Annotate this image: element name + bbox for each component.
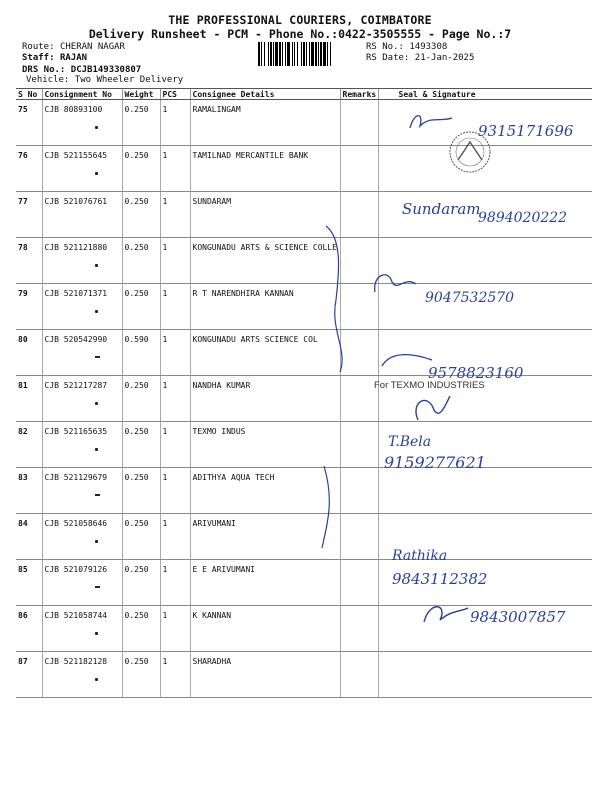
row-weight: 0.250	[124, 611, 149, 620]
row-pcs: 1	[162, 381, 168, 390]
row-weight: 0.250	[124, 427, 149, 436]
row-consignment-no: CJB 521165635	[44, 427, 108, 436]
row-consignee: ADITHYA AQUA TECH	[192, 473, 275, 482]
row-weight: 0.250	[124, 105, 149, 114]
row-consignment-no: CJB 521076761	[44, 197, 108, 206]
route-value: CHERAN NAGAR	[59, 42, 125, 52]
pen-mark	[95, 494, 100, 496]
row-weight: 0.250	[124, 473, 149, 482]
row-sno: 79	[18, 289, 28, 298]
row-signature	[378, 606, 592, 652]
table-row	[16, 606, 592, 652]
row-consignment-no: CJB 521182128	[44, 657, 108, 666]
runsheet-subtitle: Delivery Runsheet - PCM - Phone No.:0422-3505555 - Page No.:7	[88, 27, 512, 41]
row-consignee: R T NARENDHIRA KANNAN	[192, 289, 294, 298]
row-consignee: TEXMO INDUS	[192, 427, 246, 436]
row-signature	[378, 422, 592, 468]
table-row	[16, 146, 592, 192]
row-consignment-no: CJB 521071371	[44, 289, 108, 298]
row-remarks	[340, 560, 378, 606]
pen-mark	[95, 402, 98, 405]
row-pcs: 1	[162, 657, 168, 666]
row-consignee: RAMALINGAM	[192, 105, 241, 114]
row-pcs: 1	[162, 197, 168, 206]
pen-mark	[95, 356, 100, 358]
row-consignee: K KANNAN	[192, 611, 232, 620]
row-remarks	[340, 422, 378, 468]
rs-no-value: 1493308	[409, 42, 448, 52]
pen-mark	[95, 540, 98, 543]
row-signature	[378, 560, 592, 606]
row-consignee: KONGUNADU ARTS & SCIENCE COLLE	[192, 243, 337, 252]
row-pcs: 1	[162, 519, 168, 528]
signature-83-name: T.Bela	[388, 434, 432, 450]
row-remarks	[340, 468, 378, 514]
row-pcs: 1	[162, 473, 168, 482]
row-pcs: 1	[162, 105, 168, 114]
row-consignment-no: CJB 521058744	[44, 611, 108, 620]
row-signature	[378, 468, 592, 514]
table-row	[16, 468, 592, 514]
row-sno: 83	[18, 473, 28, 482]
pen-mark	[95, 678, 98, 681]
row-signature	[378, 514, 592, 560]
pen-mark	[95, 172, 98, 175]
row-weight: 0.250	[124, 565, 149, 574]
row-pcs: 1	[162, 335, 168, 344]
rs-date-value: 21-Jan-2025	[414, 53, 475, 63]
col-pcs: PCS	[160, 89, 190, 100]
row-remarks	[340, 652, 378, 698]
pen-mark	[95, 310, 98, 313]
rs-no-line: RS No.: 1493308	[366, 42, 448, 52]
staff-line: Staff: RAJAN	[22, 53, 88, 63]
row-consignment-no: CJB 521079126	[44, 565, 108, 574]
row-remarks	[340, 100, 378, 146]
row-pcs: 1	[162, 611, 168, 620]
row-signature	[378, 100, 592, 146]
row-sno: 78	[18, 243, 28, 252]
staff-value: RAJAN	[59, 53, 88, 63]
pen-mark	[95, 264, 98, 267]
row-remarks	[340, 146, 378, 192]
runsheet-table	[16, 88, 592, 698]
table-row	[16, 560, 592, 606]
signature-75-phone: 9315171696	[478, 122, 574, 140]
col-weight: Weight	[122, 89, 160, 100]
row-remarks	[340, 330, 378, 376]
company-stamp: For TEXMO INDUSTRIES	[374, 380, 485, 391]
table-row	[16, 652, 592, 698]
row-pcs: 1	[162, 289, 168, 298]
table-row	[16, 284, 592, 330]
row-consignment-no: CJB 521121880	[44, 243, 108, 252]
row-consignee: KONGUNADU ARTS SCIENCE COL	[192, 335, 318, 344]
signature-77-phone: 9894020222	[478, 210, 568, 226]
row-signature	[378, 652, 592, 698]
row-weight: 0.250	[124, 381, 149, 390]
col-consignment: Consignment No	[42, 89, 122, 100]
table-row	[16, 376, 592, 422]
table-row	[16, 514, 592, 560]
pen-mark	[95, 586, 100, 588]
table-header-row	[16, 89, 592, 100]
row-signature	[378, 238, 592, 284]
row-sno: 80	[18, 335, 28, 344]
barcode-image	[258, 42, 358, 66]
row-sno: 81	[18, 381, 28, 390]
row-weight: 0.250	[124, 519, 149, 528]
table-row	[16, 330, 592, 376]
row-sno: 85	[18, 565, 28, 574]
row-sno: 75	[18, 105, 28, 114]
row-weight: 0.250	[124, 289, 149, 298]
drs-value: DCJB149330807	[70, 65, 142, 75]
row-weight: 0.250	[124, 151, 149, 160]
signature-86-name: Rathika	[392, 548, 448, 564]
pen-mark	[95, 126, 98, 129]
row-remarks	[340, 606, 378, 652]
row-weight: 0.590	[124, 335, 149, 344]
pen-mark	[95, 448, 98, 451]
col-remarks: Remarks	[340, 89, 378, 100]
row-signature	[378, 330, 592, 376]
signature-83-phone: 9159277621	[384, 453, 486, 472]
row-sno: 77	[18, 197, 28, 206]
pen-mark	[95, 632, 98, 635]
row-weight: 0.250	[124, 243, 149, 252]
col-sno: S No	[16, 89, 42, 100]
row-pcs: 1	[162, 151, 168, 160]
row-remarks	[340, 192, 378, 238]
row-consignee: SHARADHA	[192, 657, 232, 666]
row-weight: 0.250	[124, 197, 149, 206]
table-row	[16, 238, 592, 284]
row-consignee: ARIVUMANI	[192, 519, 236, 528]
table-row	[16, 422, 592, 468]
row-consignment-no: CJB 521155645	[44, 151, 108, 160]
col-consignee: Consignee Details	[190, 89, 340, 100]
row-pcs: 1	[162, 243, 168, 252]
drs-line: DRS No.: DCJB149330807	[22, 65, 142, 75]
row-consignment-no: CJB 520542990	[44, 335, 108, 344]
row-consignee: E E ARIVUMANI	[192, 565, 256, 574]
row-consignee: NANDHA KUMAR	[192, 381, 251, 390]
row-signature	[378, 146, 592, 192]
row-consignment-no: CJB 521217287	[44, 381, 108, 390]
row-sno: 84	[18, 519, 28, 528]
row-sno: 86	[18, 611, 28, 620]
row-consignment-no: CJB 521058646	[44, 519, 108, 528]
row-consignee: SUNDARAM	[192, 197, 232, 206]
row-consignee: TAMILNAD MERCANTILE BANK	[192, 151, 309, 160]
row-remarks	[340, 376, 378, 422]
table-row	[16, 100, 592, 146]
signature-81-phone: 9578823160	[428, 364, 524, 382]
vehicle-value: Two Wheeler Delivery	[74, 75, 184, 85]
row-pcs: 1	[162, 427, 168, 436]
signature-87-phone: 9843007857	[470, 608, 566, 626]
row-signature	[378, 192, 592, 238]
signature-86-phone: 9843112382	[392, 570, 488, 588]
row-consignment-no: CJB 80893100	[44, 105, 103, 114]
row-sno: 76	[18, 151, 28, 160]
company-title: THE PROFESSIONAL COURIERS, COIMBATORE	[168, 13, 432, 27]
signature-77-name: Sundaram	[402, 200, 481, 218]
signature-79-phone: 9047532570	[425, 290, 515, 306]
row-sno: 87	[18, 657, 28, 666]
table-row	[16, 192, 592, 238]
row-sno: 82	[18, 427, 28, 436]
row-remarks	[340, 238, 378, 284]
row-consignment-no: CJB 521129679	[44, 473, 108, 482]
row-remarks	[340, 514, 378, 560]
row-pcs: 1	[162, 565, 168, 574]
route-line: Route: CHERAN NAGAR	[22, 42, 125, 52]
row-weight: 0.250	[124, 657, 149, 666]
col-signature: Seal & Signature	[378, 89, 592, 100]
vehicle-line: Vehicle: Two Wheeler Delivery	[26, 75, 184, 85]
rs-date-line: RS Date: 21-Jan-2025	[366, 53, 475, 63]
row-remarks	[340, 284, 378, 330]
row-signature	[378, 284, 592, 330]
